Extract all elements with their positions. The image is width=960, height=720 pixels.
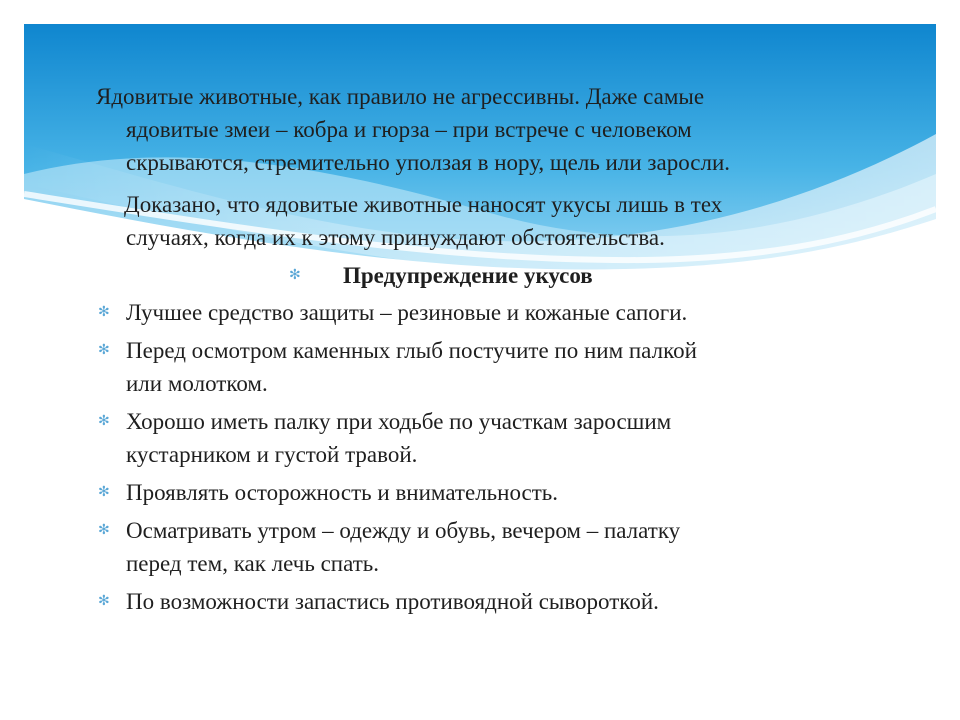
bullet-line: По возможности запастись противоядной сывороткой. bbox=[126, 589, 659, 614]
bullet-star-icon: ✻ bbox=[98, 594, 110, 609]
bullet-star-icon: ✻ bbox=[98, 523, 110, 538]
bullet-line: Осматривать утром – одежду и обувь, вечером – палатку bbox=[126, 518, 681, 543]
intro-line: ядовитые змеи – кобра и гюрза – при встрече с человеком bbox=[126, 117, 692, 142]
bullet-line: Лучшее средство защиты – резиновые и кожаные сапоги. bbox=[126, 300, 688, 325]
list-item bbox=[98, 476, 878, 509]
bullet-star-icon: ✻ bbox=[289, 268, 301, 283]
bullet-star-icon: ✻ bbox=[98, 485, 110, 500]
proof-paragraph bbox=[124, 188, 884, 254]
intro-line: Ядовитые животные, как правило не агрессивны. Даже самые bbox=[96, 84, 705, 109]
list-item bbox=[98, 514, 878, 580]
list-item bbox=[98, 296, 878, 329]
list-item bbox=[98, 405, 878, 471]
section-heading bbox=[98, 259, 858, 292]
bullet-line: или молотком. bbox=[126, 371, 268, 396]
bullet-line: кустарником и густой травой. bbox=[126, 442, 418, 467]
bullet-star-icon: ✻ bbox=[98, 343, 110, 358]
bullet-line: Проявлять осторожность и внимательность. bbox=[126, 480, 559, 505]
bullet-line: Перед осмотром каменных глыб постучите по ним палкой bbox=[126, 338, 697, 363]
proof-line: случаях, когда их к этому принуждают обстоятельства. bbox=[126, 225, 665, 250]
bullet-star-icon: ✻ bbox=[98, 414, 110, 429]
bullet-list bbox=[98, 296, 878, 623]
heading-text: Предупреждение укусов bbox=[343, 263, 593, 288]
bullet-star-icon: ✻ bbox=[98, 305, 110, 320]
bullet-line: перед тем, как лечь спать. bbox=[126, 551, 379, 576]
slide-content bbox=[24, 24, 936, 696]
slide-frame bbox=[24, 24, 936, 696]
list-item bbox=[98, 334, 878, 400]
list-item bbox=[98, 585, 878, 618]
intro-line: скрываются, стремительно уползая в нору, щель или заросли. bbox=[126, 150, 731, 175]
proof-line: Доказано, что ядовитые животные наносят укусы лишь в тех bbox=[124, 192, 723, 217]
intro-paragraph bbox=[96, 80, 876, 179]
bullet-line: Хорошо иметь палку при ходьбе по участкам заросшим bbox=[126, 409, 672, 434]
